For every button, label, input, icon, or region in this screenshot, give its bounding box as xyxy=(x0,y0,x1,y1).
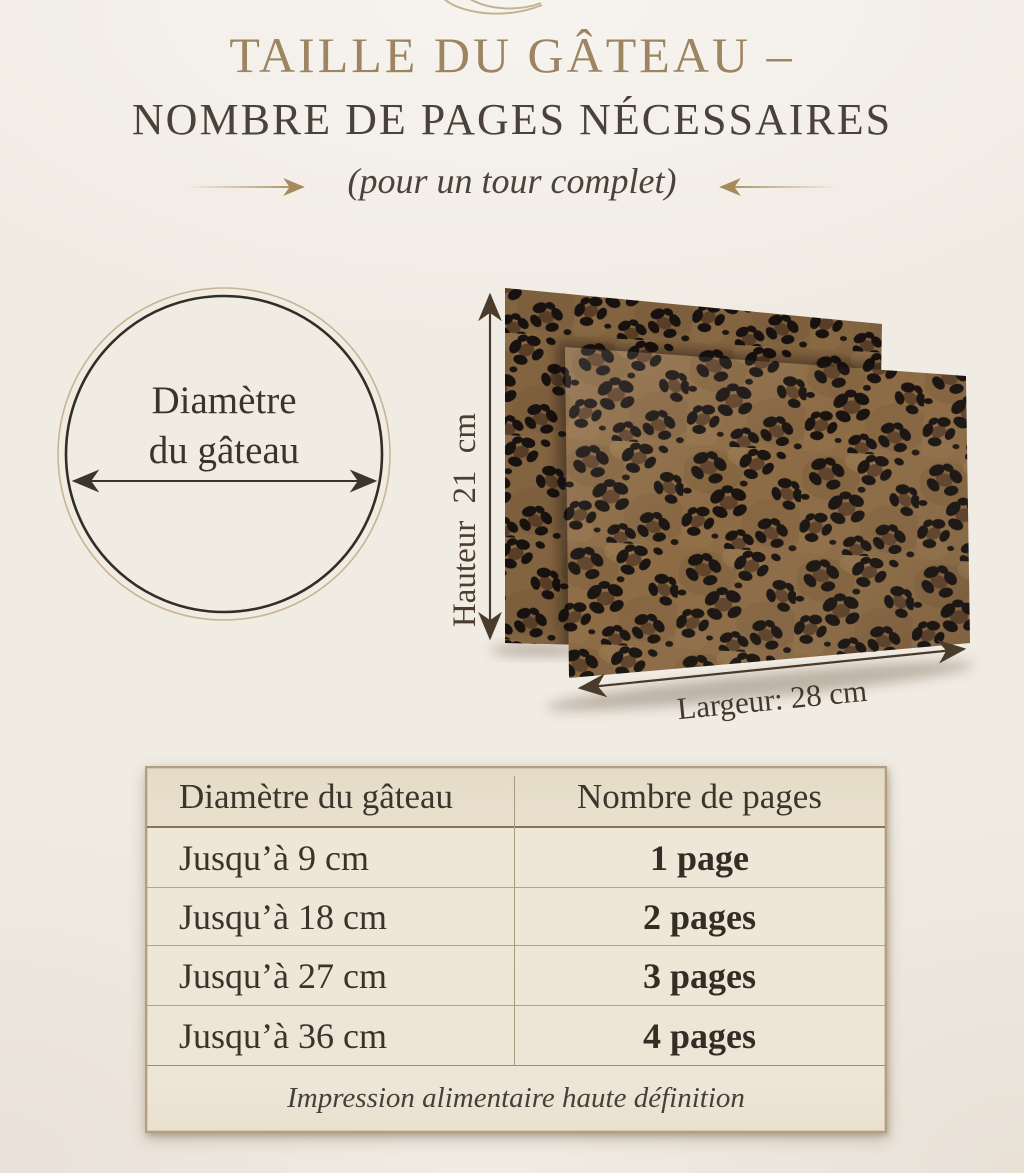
pages-cell: 2 pages xyxy=(642,896,756,937)
pages-cell: 1 page xyxy=(650,837,749,878)
table-row xyxy=(147,888,885,946)
table-header-diameter: Diamètre du gâteau xyxy=(179,777,454,816)
page-subtitle: (pour un tour complet) xyxy=(347,161,677,201)
pages-cell: 4 pages xyxy=(642,1015,756,1056)
size-table xyxy=(145,766,887,1133)
table-footer-row xyxy=(147,1066,885,1131)
sheet-height-label: Hauteur 21 cm xyxy=(447,412,483,628)
table-row xyxy=(147,946,885,1006)
top-flourish-icon xyxy=(443,0,542,14)
table-row xyxy=(147,1006,885,1066)
diameter-cell: Jusqu’à 18 cm xyxy=(179,896,387,937)
table-header-pages: Nombre de pages xyxy=(577,777,822,816)
page-title-line2: NOMBRE DE PAGES NÉCESSAIRES xyxy=(131,95,893,144)
cake-diameter-label xyxy=(84,376,364,476)
table-footer-note: Impression alimentaire haute définition xyxy=(287,1082,745,1114)
cake-diameter-label-line1: Diamètre xyxy=(151,379,297,422)
page-title-line1: TAILLE DU GÂTEAU – xyxy=(229,27,795,83)
table-row xyxy=(147,828,885,888)
leopard-sheets xyxy=(505,288,970,678)
table-header-row xyxy=(147,768,885,828)
diameter-cell: Jusqu’à 9 cm xyxy=(179,837,369,878)
table-column-divider xyxy=(514,776,515,1066)
sheet-width-label: Largeur: 28 cm xyxy=(675,672,869,727)
diameter-cell: Jusqu’à 36 cm xyxy=(179,1015,387,1056)
pages-cell: 3 pages xyxy=(642,955,756,996)
diameter-cell: Jusqu’à 27 cm xyxy=(179,955,387,996)
cake-diameter-label-line2: du gâteau xyxy=(148,429,300,472)
